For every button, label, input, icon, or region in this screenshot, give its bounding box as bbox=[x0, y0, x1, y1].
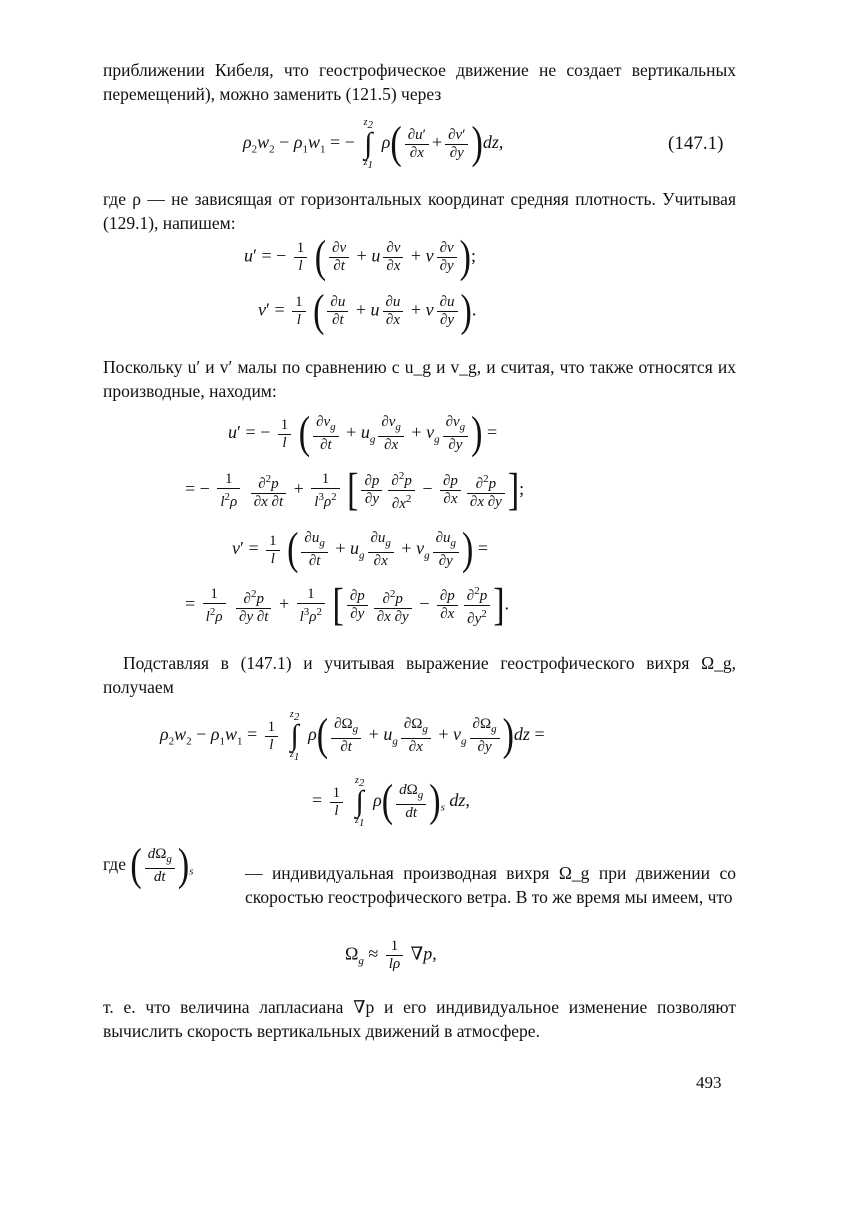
page-number: 493 bbox=[696, 1073, 722, 1092]
equation-vorticity-result: = $\frac{1}{l}$ $z_2$ ∫ $z_1$ ρ( $\frac{d\Omega_g}{dt}$ )$_s$ dz, bbox=[312, 775, 470, 829]
paragraph-3: Поскольку u′ и v′ малы по сравнению с u_g и v_g, и считая, что также относятся их производные, находим: bbox=[103, 357, 736, 401]
paragraph-1: приближении Кибеля, что геострофическое движение не создает вертикальных перемещений), можно заменить (121.5) через bbox=[103, 60, 736, 104]
paragraph-6: т. е. что величина лапласиана ∇p и его индивидуальное изменение позволяют вычислить скорость вертикальных движений в атмосфере. bbox=[103, 997, 736, 1041]
equation-v-prime: v′ = $\frac{1}{l}$ ( $\frac{\partial u}{\partial t}$ + u $\frac{\partial u}{\partial x}$ + v $\frac{\partial u}{\partial y}$ ). bbox=[258, 285, 477, 336]
paragraph-2: где ρ — не зависящая от горизонтальных координат средняя плотность. Учитывая (129.1), напишем: bbox=[103, 189, 736, 233]
paragraph-4: Подставляя в (147.1) и учитывая выражение геострофического вихря Ω_g, получаем bbox=[103, 653, 736, 697]
equation-number: (147.1) bbox=[668, 133, 724, 154]
equation-u-prime-geo: u′ = − $\frac{1}{l}$ ( $\frac{\partial v_g}{\partial t}$ + $u_g$ $\frac{\partial v_g}{\partial x}$ + $v_g$ $\frac{\partial v_g}{\partial y}$ ) = bbox=[228, 408, 498, 459]
equation-v-prime-expanded: = $\frac{1}{l^2\rho}$ $\frac{\partial^2p}{\partial y \partial t}$ + $\frac{1}{l^3\rho^2}$ [ $\frac{\partial p}{\partial y}$ $\frac{\partial^2p}{\partial x \partial y}$ − $\frac{\partial p}{\partial x}$ $\frac{\partial^2p}{\partial y^2}$ ]. bbox=[185, 579, 510, 630]
equation-u-prime-expanded: = − $\frac{1}{l^2\rho}$ $\frac{\partial^2p}{\partial x \partial t}$ + $\frac{1}{l^3\rho^2}$ [ $\frac{\partial p}{\partial y}$ $\frac{\partial^2p}{\partial x^2}$ − $\frac{\partial p}{\partial x}$ $\frac{\partial^2p}{\partial x \partial y}$ ]; bbox=[185, 464, 525, 515]
equation-v-prime-geo: v′ = $\frac{1}{l}$ ( $\frac{\partial u_g}{\partial t}$ + $u_g$ $\frac{\partial u_g}{\partial x}$ + $v_g$ $\frac{\partial u_g}{\partial y}$ ) = bbox=[232, 524, 488, 575]
equation-vorticity-integral: $\rho_2w_2 - \rho_1w_1$ = $\frac{1}{l}$ $z_2$ ∫ $z_1$ ρ( $\frac{\partial\Omega_g}{\partial t}$ + $u_g$ $\frac{\partial\Omega_g}{\partial x}$ + $v_g$ $\frac{\partial\Omega_g}{\partial y}$ )dz = bbox=[160, 709, 545, 763]
equation-omega-approx: $\Omega_g$ ≈ $\frac{1}{l\rho}$ ∇p, bbox=[345, 938, 437, 972]
equation-147-1: $\rho_2w_2 - \rho_1w_1$ = − $z_2$ ∫ $z_1$ ρ( $\frac{\partial u'}{\partial x}$ + $\frac{\partial v'}{\partial y}$ )dz, bbox=[243, 117, 504, 171]
where-derivative: где ( $\frac{d\Omega_g}{dt}$ )$_s$ bbox=[103, 840, 194, 891]
where-word: где bbox=[103, 854, 126, 875]
equation-u-prime: u′ = − $\frac{1}{l}$ ( $\frac{\partial v}{\partial t}$ + u $\frac{\partial v}{\partial x}$ + v $\frac{\partial v}{\partial y}$ ); bbox=[244, 231, 477, 282]
paragraph-5-line1: — индивидуальная производная вихря Ω_g при движении со скоростью геострофического ветра. В то же время мы имеем, что bbox=[245, 863, 736, 907]
